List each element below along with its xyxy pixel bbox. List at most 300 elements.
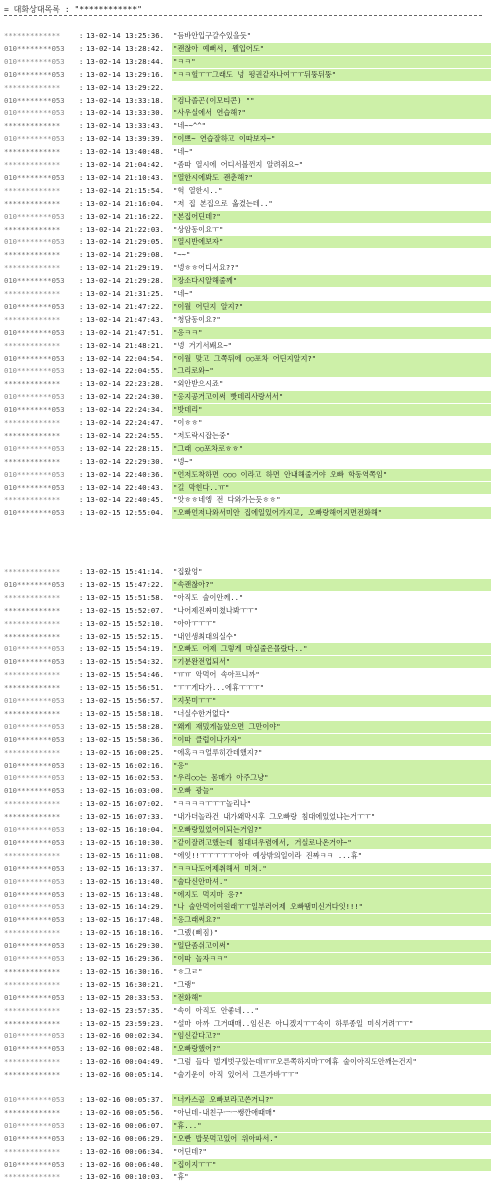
field-separator: : xyxy=(79,443,84,453)
timestamp: 13-02-14 21:48:21. xyxy=(86,340,164,350)
sender-id: ************* xyxy=(4,1172,61,1182)
field-separator: : xyxy=(79,721,84,731)
sender-id: ************* xyxy=(4,747,61,757)
timestamp: 13-02-16 00:06:40. xyxy=(86,1159,164,1169)
message-text: "기분완전업되서" xyxy=(172,656,491,668)
message-text: "오빤 밥못먹고있어 위아파서." xyxy=(172,1133,491,1145)
log-row xyxy=(0,340,497,352)
sender-id: 010********053 xyxy=(4,992,65,1002)
log-row xyxy=(0,643,497,655)
message-text: "넹 거기서봬요~" xyxy=(173,340,232,350)
sender-id: ************* xyxy=(4,928,61,938)
field-separator: : xyxy=(79,773,84,783)
field-separator: : xyxy=(79,69,84,79)
sender-id: 010********053 xyxy=(4,108,65,118)
field-separator: : xyxy=(79,579,84,589)
log-row xyxy=(0,837,497,849)
log-row xyxy=(0,56,497,68)
message-text: "에혹ㅋㅋ얼루히간데했지?" xyxy=(173,747,263,757)
message-text: "옹지공거고이써 빳데리사랑서서" xyxy=(172,391,491,403)
timestamp: 13-02-15 16:02:16. xyxy=(86,760,164,770)
sender-id: 010********053 xyxy=(4,366,65,376)
sender-id: 010********053 xyxy=(4,405,65,415)
message-text: "언저도착하면 ○○○ 이라고 하면 안내해줄거야 오빠 학동역쪽임" xyxy=(172,469,491,481)
log-row xyxy=(0,992,497,1004)
sender-id: 010********053 xyxy=(4,508,65,518)
field-separator: : xyxy=(79,160,84,169)
sender-id: 010********053 xyxy=(4,657,65,667)
field-separator: : xyxy=(79,340,84,350)
message-text: "에지도 먹지마 응?" xyxy=(172,889,491,901)
log-row xyxy=(0,185,497,197)
sender-id: 010********053 xyxy=(4,734,65,744)
log-row xyxy=(0,430,497,442)
field-separator: : xyxy=(79,850,84,860)
message-text: "네~~^^" xyxy=(173,121,206,131)
timestamp: 13-02-14 13:28:42. xyxy=(86,43,164,53)
sender-id: ************* xyxy=(4,198,61,208)
message-text: "너실수한거없다" xyxy=(173,708,231,718)
sender-id: ************* xyxy=(4,631,61,641)
log-row xyxy=(0,95,497,107)
page-header xyxy=(4,4,142,15)
field-separator: : xyxy=(79,508,84,518)
field-separator: : xyxy=(79,482,84,492)
log-row xyxy=(0,656,497,668)
message-text: "왜케 재밌게놀았으면 그만이야" xyxy=(172,721,491,733)
field-separator: : xyxy=(79,1070,84,1080)
sender-id: ************* xyxy=(4,592,61,602)
log-row xyxy=(0,863,497,875)
sender-id: ************* xyxy=(4,224,61,234)
sender-id: 010********053 xyxy=(4,644,65,654)
sender-id: ************* xyxy=(4,1005,61,1015)
field-separator: : xyxy=(79,786,84,796)
timestamp: 13-02-15 16:30:21. xyxy=(86,979,164,989)
log-row xyxy=(0,224,497,236)
field-separator: : xyxy=(79,1095,84,1104)
message-text: "ㅋㅋㅋㅋㅜㅜㅜ놀리나" xyxy=(173,799,252,809)
sender-id: 010********053 xyxy=(4,1133,65,1143)
sender-id: 010********053 xyxy=(4,301,65,311)
field-separator: : xyxy=(79,353,84,363)
field-separator: : xyxy=(79,1146,84,1156)
field-separator: : xyxy=(79,1018,84,1028)
log-row xyxy=(0,1171,497,1183)
message-text: "ㅎ그ㄹ" xyxy=(173,966,203,976)
log-row xyxy=(0,327,497,339)
timestamp: 13-02-16 00:06:07. xyxy=(86,1120,164,1130)
message-text: "응그래써요?" xyxy=(172,914,491,926)
log-row xyxy=(0,618,497,630)
log-row xyxy=(0,760,497,772)
field-separator: : xyxy=(79,327,84,337)
sender-id: 010********053 xyxy=(4,1044,65,1054)
log-row xyxy=(0,172,497,184)
sender-id: 010********053 xyxy=(4,211,65,221)
timestamp: 13-02-14 13:33:18. xyxy=(86,95,164,105)
log-row xyxy=(0,198,497,210)
log-row xyxy=(0,1018,497,1030)
log-row xyxy=(0,1159,497,1171)
timestamp: 13-02-15 15:41:14. xyxy=(86,567,164,576)
sender-id: ************* xyxy=(4,670,61,680)
sender-id: ************* xyxy=(4,1070,61,1080)
sender-id: 010********053 xyxy=(4,482,65,492)
timestamp: 13-02-14 21:15:54. xyxy=(86,185,164,195)
message-text: "검나졸곤(이모티콘) "" xyxy=(172,95,491,107)
timestamp: 13-02-15 16:30:16. xyxy=(86,966,164,976)
field-separator: : xyxy=(79,708,84,718)
log-row xyxy=(0,69,497,81)
field-separator: : xyxy=(79,966,84,976)
timestamp: 13-02-14 22:40:43. xyxy=(86,482,164,492)
log-row xyxy=(0,133,497,145)
log-row xyxy=(0,469,497,481)
sender-id: ************* xyxy=(4,605,61,615)
field-separator: : xyxy=(79,941,84,951)
field-separator: : xyxy=(79,670,84,680)
sender-id: ************* xyxy=(4,82,61,92)
timestamp: 13-02-14 22:24:47. xyxy=(86,418,164,427)
message-text: "그럼 들다 벌게벗구있는데ㅠㅠ오른쪽하지마ㅜ에휴 술이아직도안깨는건지" xyxy=(173,1057,417,1067)
sender-id: 010********053 xyxy=(4,954,65,963)
message-text: "오빠랑있었어이되는거임?" xyxy=(172,824,491,836)
field-separator: : xyxy=(79,618,84,628)
field-separator: : xyxy=(79,902,84,912)
log-row xyxy=(0,391,497,403)
timestamp: 13-02-15 16:29:30. xyxy=(86,941,164,951)
field-separator: : xyxy=(79,799,84,809)
field-separator: : xyxy=(79,1159,84,1169)
field-separator: : xyxy=(79,837,84,847)
timestamp: 13-02-15 15:52:07. xyxy=(86,605,164,615)
timestamp: 13-02-14 13:33:43. xyxy=(86,121,164,131)
field-separator: : xyxy=(79,992,84,1002)
sender-id: 010********053 xyxy=(4,915,65,925)
sender-id: ************* xyxy=(4,1057,61,1067)
log-row xyxy=(0,1069,497,1081)
sender-id: ************* xyxy=(4,456,61,466)
log-row xyxy=(0,314,497,326)
log-row xyxy=(0,747,497,759)
field-separator: : xyxy=(79,1133,84,1143)
timestamp: 13-02-16 00:05:56. xyxy=(86,1107,164,1117)
sender-id: ************* xyxy=(4,31,61,40)
log-row xyxy=(0,456,497,468)
timestamp: 13-02-16 00:02:34. xyxy=(86,1031,164,1041)
timestamp: 13-02-15 16:18:16. xyxy=(86,928,164,938)
log-row xyxy=(0,404,497,416)
timestamp: 13-02-16 00:06:34. xyxy=(86,1146,164,1156)
timestamp: 13-02-14 21:22:03. xyxy=(86,224,164,234)
field-separator: : xyxy=(79,644,84,654)
log-row xyxy=(0,631,497,643)
log-row xyxy=(0,695,497,707)
message-text: "넹ㅎㅎ어디서요??" xyxy=(173,263,239,273)
message-text: "넹~" xyxy=(173,456,193,466)
message-text: "네~" xyxy=(173,289,193,298)
sender-id: 010********053 xyxy=(4,353,65,363)
timestamp: 13-02-14 21:47:22. xyxy=(86,301,164,311)
message-text: "응" xyxy=(172,760,491,772)
field-separator: : xyxy=(79,696,84,705)
timestamp: 13-02-14 22:23:28. xyxy=(86,379,164,389)
log-row xyxy=(0,482,497,494)
sender-id: 010********053 xyxy=(4,172,65,182)
log-row xyxy=(0,107,497,119)
timestamp: 13-02-14 22:40:36. xyxy=(86,469,164,479)
header-title: = 대화상대목록 : "************" xyxy=(4,5,142,14)
message-text: "나 술안먹어여원래ㅜㅜ일부러어제 오빠땜미신거다잇!!!" xyxy=(172,901,491,913)
message-text: "어딘데?" xyxy=(173,1146,207,1156)
message-text: "응ㅋㅋ" xyxy=(172,327,491,339)
timestamp: 13-02-15 20:33:53. xyxy=(86,992,164,1002)
log-row xyxy=(0,1094,497,1106)
field-separator: : xyxy=(79,31,84,40)
message-text: "좀따 열시에 어디서볼껀지 알려줘요~" xyxy=(173,160,304,169)
timestamp: 13-02-14 22:24:34. xyxy=(86,405,164,415)
log-row xyxy=(0,43,497,55)
log-row xyxy=(0,443,497,455)
timestamp: 13-02-15 15:58:36. xyxy=(86,734,164,744)
message-text: "속이 아직도 안좋네..." xyxy=(173,1005,259,1015)
message-text: "아아ㅜㅜㅜ" xyxy=(173,618,217,628)
field-separator: : xyxy=(79,1057,84,1067)
field-separator: : xyxy=(79,405,84,415)
field-separator: : xyxy=(79,134,84,144)
log-row xyxy=(0,288,497,300)
message-text: "이따 클럽이나가자" xyxy=(172,734,491,746)
log-row xyxy=(0,1005,497,1017)
field-separator: : xyxy=(79,1031,84,1041)
timestamp: 13-02-14 21:29:19. xyxy=(86,263,164,273)
log-row xyxy=(0,592,497,604)
log-row xyxy=(0,850,497,862)
field-separator: : xyxy=(79,198,84,208)
sender-id: ************* xyxy=(4,979,61,989)
field-separator: : xyxy=(79,863,84,873)
sender-id: ************* xyxy=(4,495,61,505)
field-separator: : xyxy=(79,430,84,440)
header-divider xyxy=(4,15,482,16)
sender-id: 010********053 xyxy=(4,237,65,247)
sender-id: ************* xyxy=(4,708,61,718)
log-row xyxy=(0,682,497,694)
message-text: "일단좀쉬고이써" xyxy=(172,940,491,952)
message-text: "듬바안입구갈수있을듯" xyxy=(173,31,252,40)
message-text: "전화해" xyxy=(172,992,491,1004)
message-text: "헉 열한시.." xyxy=(173,185,223,195)
field-separator: : xyxy=(79,683,84,693)
log-row xyxy=(0,1030,497,1042)
log-row xyxy=(0,82,497,94)
field-separator: : xyxy=(79,567,84,576)
sender-id: 010********053 xyxy=(4,786,65,796)
log-row xyxy=(0,1107,497,1119)
timestamp: 13-02-14 13:29:16. xyxy=(86,69,164,79)
field-separator: : xyxy=(79,82,84,92)
timestamp: 13-02-16 00:05:14. xyxy=(86,1070,164,1080)
message-text: "이월 어딘지 알지?" xyxy=(172,301,491,313)
sender-id: 010********053 xyxy=(4,134,65,144)
timestamp: 13-02-15 16:11:08. xyxy=(86,850,164,860)
message-text: "밧데리" xyxy=(172,404,491,416)
log-row xyxy=(0,914,497,926)
field-separator: : xyxy=(79,592,84,602)
timestamp: 13-02-15 23:57:35. xyxy=(86,1005,164,1015)
log-row xyxy=(0,785,497,797)
timestamp: 13-02-16 00:10:03. xyxy=(86,1172,164,1182)
timestamp: 13-02-14 22:24:55. xyxy=(86,430,164,440)
log-row xyxy=(0,417,497,429)
log-row xyxy=(0,811,497,823)
sender-id: 010********053 xyxy=(4,876,65,886)
timestamp: 13-02-14 21:16:04. xyxy=(86,198,164,208)
timestamp: 13-02-15 16:00:25. xyxy=(86,747,164,757)
message-text: "속괜찮아?" xyxy=(172,579,491,591)
timestamp: 13-02-15 15:52:15. xyxy=(86,631,164,641)
sender-id: 010********053 xyxy=(4,889,65,899)
timestamp: 13-02-15 15:54:46. xyxy=(86,670,164,680)
timestamp: 13-02-15 16:29:36. xyxy=(86,954,164,963)
field-separator: : xyxy=(79,147,84,157)
sender-id: ************* xyxy=(4,418,61,427)
timestamp: 13-02-15 15:51:58. xyxy=(86,592,164,602)
sender-id: ************* xyxy=(4,185,61,195)
field-separator: : xyxy=(79,876,84,886)
message-text: "ㅠㅠ 악먹어 속아프니까" xyxy=(173,670,260,680)
message-text: "장소다시알해줄께" xyxy=(172,275,491,287)
log-row xyxy=(0,146,497,158)
timestamp: 13-02-14 21:29:08. xyxy=(86,250,164,260)
message-text: "이쁘~ 연습잘하고 이따보자~" xyxy=(172,133,491,145)
message-text: "오빠 광늘" xyxy=(172,785,491,797)
field-separator: : xyxy=(79,1005,84,1015)
field-separator: : xyxy=(79,301,84,311)
message-text: "그랬(삐짐)" xyxy=(173,928,219,938)
sender-id: 010********053 xyxy=(4,1159,65,1169)
sender-id: ************* xyxy=(4,340,61,350)
sender-id: 010********053 xyxy=(4,696,65,705)
message-text: "청담동이요?" xyxy=(173,314,221,324)
sender-id: 010********053 xyxy=(4,579,65,589)
timestamp: 13-02-15 16:13:48. xyxy=(86,889,164,899)
sender-id: ************* xyxy=(4,683,61,693)
log-row xyxy=(0,1043,497,1055)
field-separator: : xyxy=(79,760,84,770)
sender-id: 010********053 xyxy=(4,1031,65,1041)
sender-id: 010********053 xyxy=(4,392,65,402)
field-separator: : xyxy=(79,605,84,615)
sender-id: ************* xyxy=(4,121,61,131)
timestamp: 13-02-15 23:59:23. xyxy=(86,1018,164,1028)
timestamp: 13-02-14 21:29:28. xyxy=(86,276,164,286)
message-text: "나어제진짜미쳤나봐ㅜㅜ" xyxy=(173,605,259,615)
timestamp: 13-02-14 21:10:43. xyxy=(86,172,164,182)
sender-id: 010********053 xyxy=(4,902,65,912)
sender-id: ************* xyxy=(4,812,61,822)
sender-id: ************* xyxy=(4,160,61,169)
field-separator: : xyxy=(79,456,84,466)
log-row xyxy=(0,1133,497,1145)
log-row xyxy=(0,979,497,991)
timestamp: 13-02-15 15:54:19. xyxy=(86,644,164,654)
message-text: "ㅜㅜ게다가...에휴ㅜㅜㅜ" xyxy=(173,683,265,693)
field-separator: : xyxy=(79,812,84,822)
timestamp: 13-02-15 15:47:22. xyxy=(86,579,164,589)
message-text: "오빠언저나와서미안 집에일있어가지고, 오빠랑해어지면전화해" xyxy=(172,507,491,519)
message-text: "임신같다고?" xyxy=(172,1030,491,1042)
message-text: "집왔엉" xyxy=(173,567,203,576)
message-text: "네~" xyxy=(173,147,193,157)
timestamp: 13-02-14 22:24:30. xyxy=(86,392,164,402)
timestamp: 13-02-14 21:31:25. xyxy=(86,289,164,298)
timestamp: 13-02-16 00:05:37. xyxy=(86,1095,164,1104)
field-separator: : xyxy=(79,889,84,899)
sender-id: 010********053 xyxy=(4,721,65,731)
message-text: "내인생최대의실수" xyxy=(173,631,238,641)
message-text: "술기운이 아직 있어서 그른가바ㅜㅜ" xyxy=(173,1070,299,1080)
log-row xyxy=(0,120,497,132)
log-row xyxy=(0,824,497,836)
sender-id: ************* xyxy=(4,850,61,860)
sender-id: 010********053 xyxy=(4,276,65,286)
timestamp: 13-02-14 22:28:15. xyxy=(86,443,164,453)
field-separator: : xyxy=(79,379,84,389)
field-separator: : xyxy=(79,95,84,105)
timestamp: 13-02-15 16:10:04. xyxy=(86,825,164,834)
log-row xyxy=(0,940,497,952)
timestamp: 13-02-16 00:04:49. xyxy=(86,1057,164,1067)
timestamp: 13-02-14 22:04:54. xyxy=(86,353,164,363)
field-separator: : xyxy=(79,56,84,66)
field-separator: : xyxy=(79,250,84,260)
field-separator: : xyxy=(79,928,84,938)
sender-id: 010********053 xyxy=(4,837,65,847)
message-text: "이따 놀자ㅋㅋ" xyxy=(172,953,491,965)
field-separator: : xyxy=(79,121,84,131)
sender-id: 010********053 xyxy=(4,825,65,834)
log-row xyxy=(0,249,497,261)
log-row xyxy=(0,889,497,901)
field-separator: : xyxy=(79,392,84,402)
message-text: "그리로와~" xyxy=(172,365,491,377)
timestamp: 13-02-14 21:29:05. xyxy=(86,237,164,247)
message-text: "외안받으시죠" xyxy=(173,379,224,389)
timestamp: 13-02-15 16:13:40. xyxy=(86,876,164,886)
timestamp: 13-02-14 22:04:55. xyxy=(86,366,164,376)
field-separator: : xyxy=(79,469,84,479)
timestamp: 13-02-15 15:56:51. xyxy=(86,683,164,693)
timestamp: 13-02-14 13:28:44. xyxy=(86,56,164,66)
log-row xyxy=(0,275,497,287)
timestamp: 13-02-14 13:29:22. xyxy=(86,82,164,92)
field-separator: : xyxy=(79,314,84,324)
timestamp: 13-02-14 13:25:36. xyxy=(86,31,164,40)
field-separator: : xyxy=(79,108,84,118)
field-separator: : xyxy=(79,43,84,53)
sender-id: 010********053 xyxy=(4,1120,65,1130)
message-text: "열시반에보자" xyxy=(172,236,491,248)
sender-id: ************* xyxy=(4,289,61,298)
field-separator: : xyxy=(79,825,84,834)
log-row xyxy=(0,1146,497,1158)
sender-id: ************* xyxy=(4,966,61,976)
log-row xyxy=(0,353,497,365)
sender-id: ************* xyxy=(4,618,61,628)
log-row xyxy=(0,927,497,939)
